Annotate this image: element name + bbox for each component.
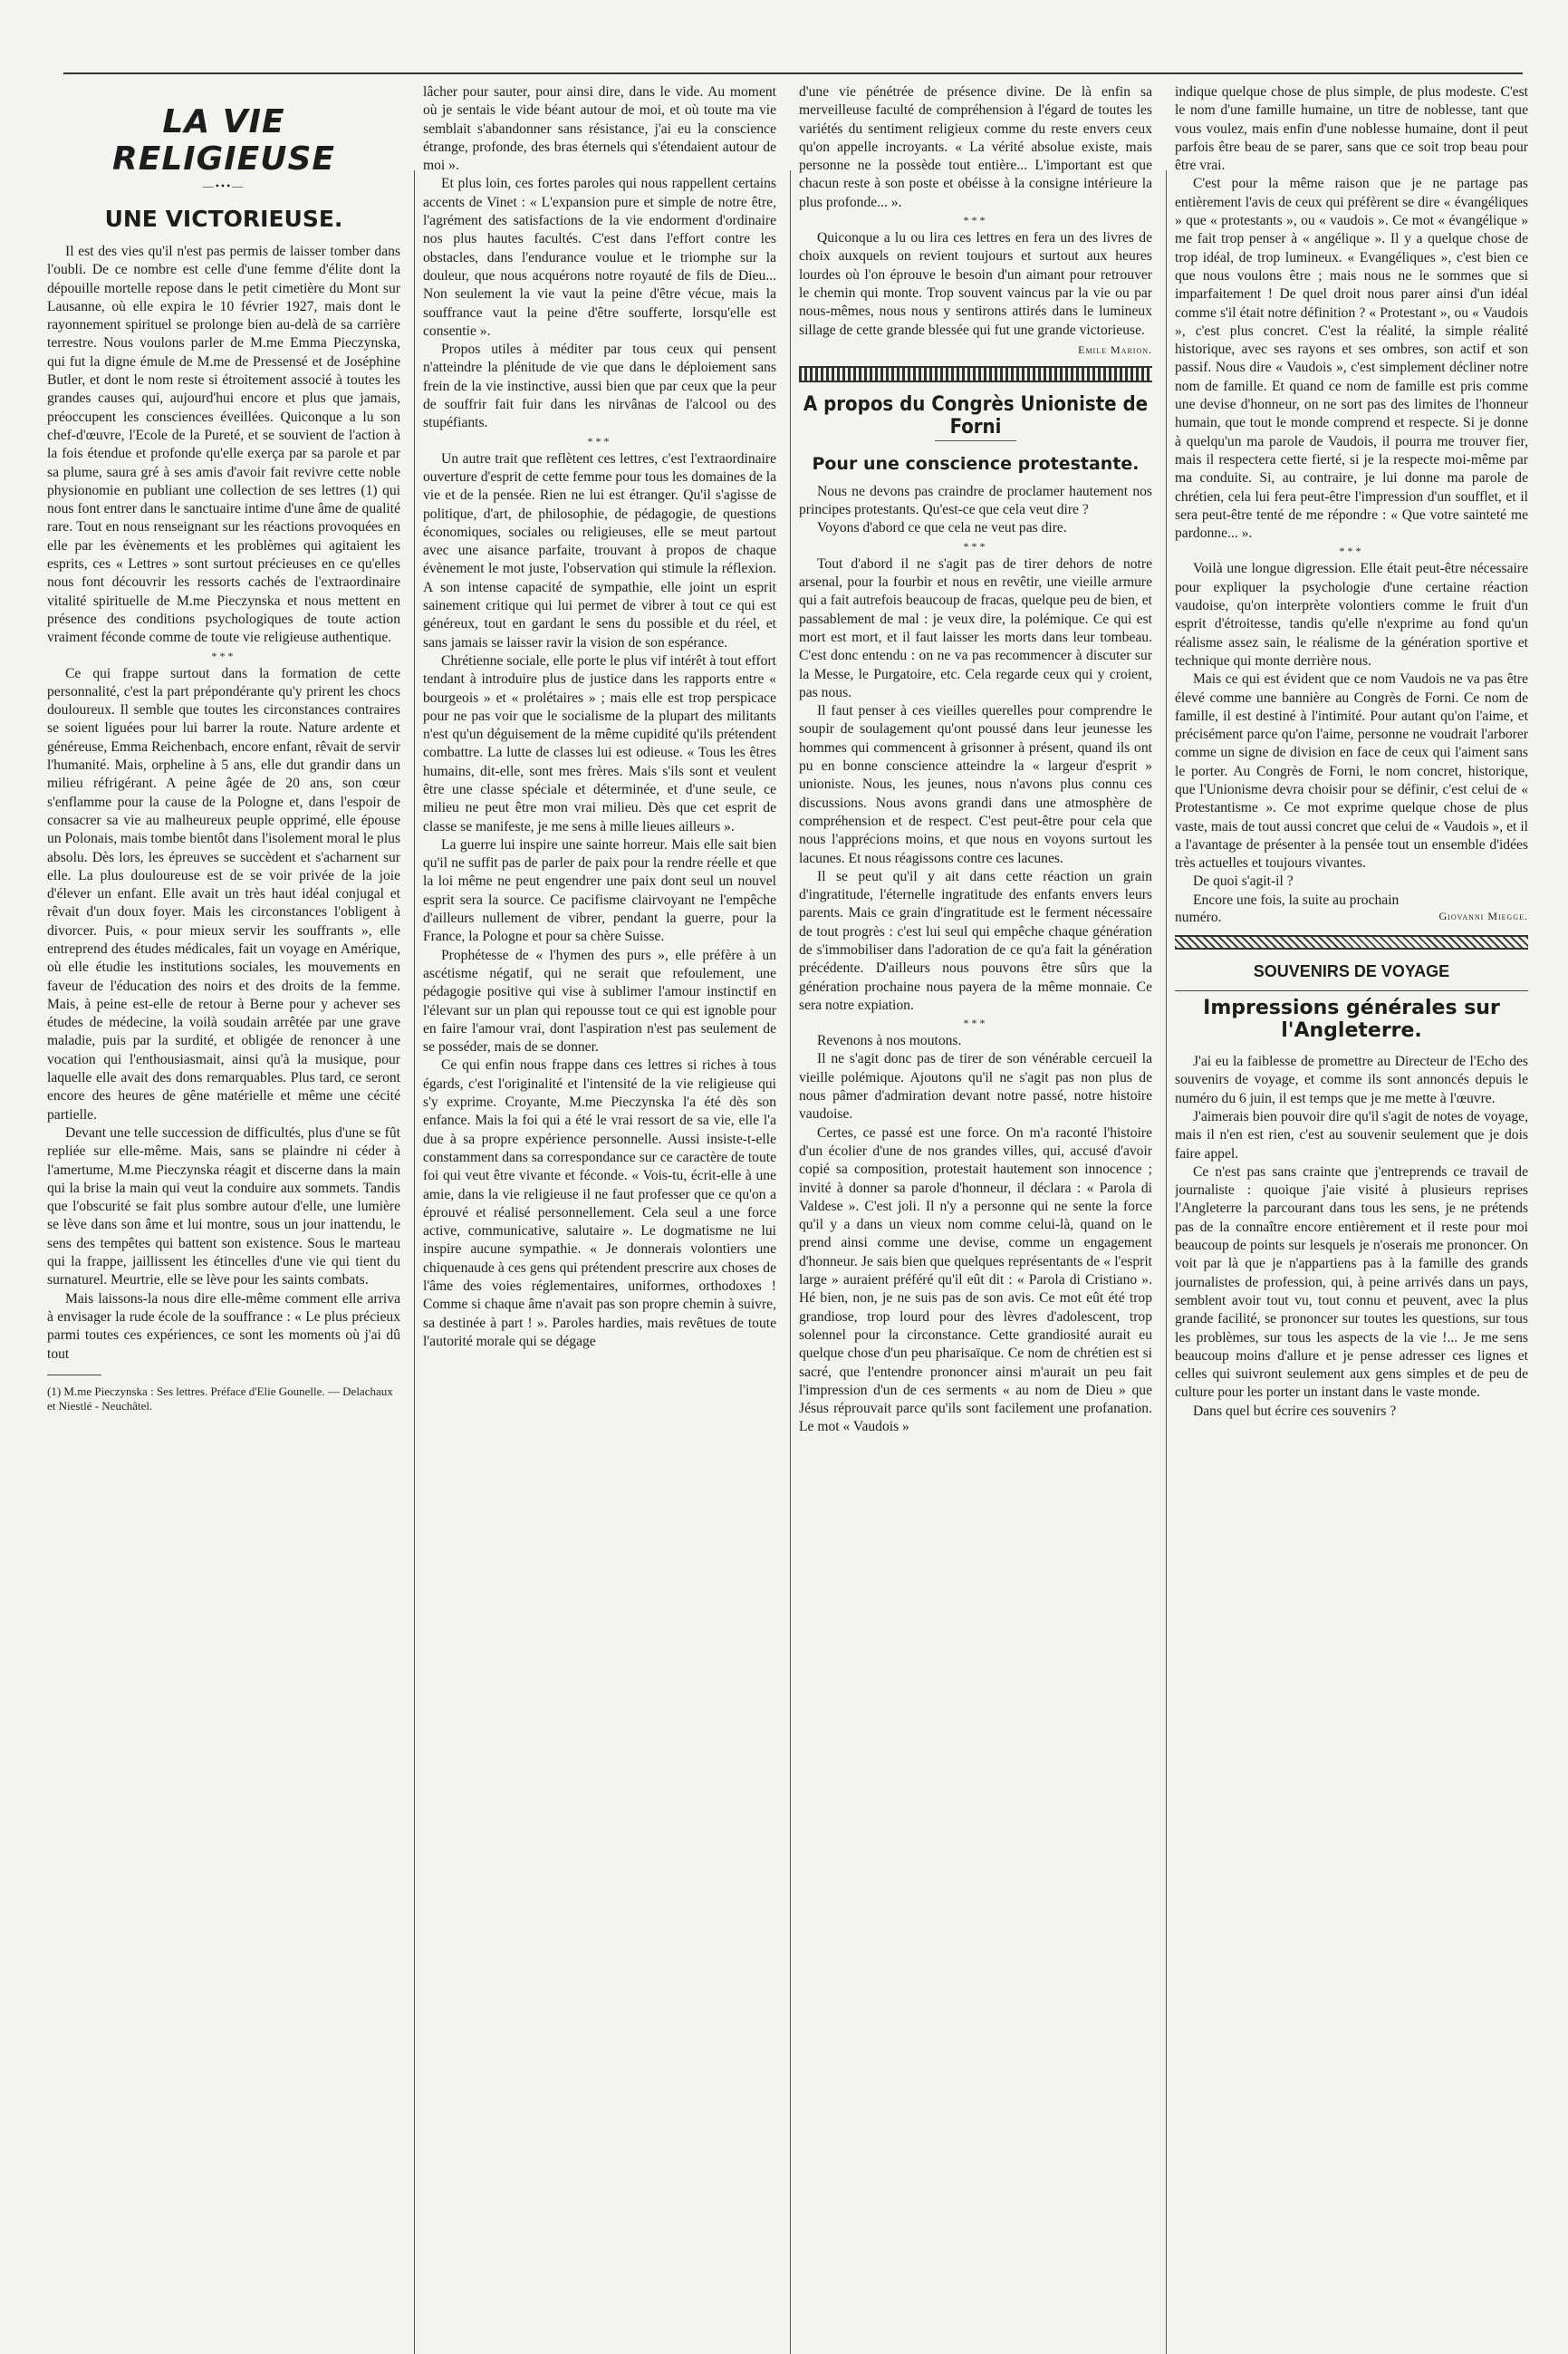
paragraph: Propos utiles à méditer par tous ceux qui pensent n'atteindre la plénitude de vie que dans le déploiement sans frein de la vie instinctive, aussi bien que par ceux que la peur de souffrir fait fuir dans les nirvânas de l'alcool ou des stupéfiants. bbox=[423, 342, 776, 431]
paragraph: Il faut penser à ces vieilles querelles pour comprendre le soupir de soulagement qu'ont poussé dans leur jeunesse les hommes qui commencent à grisonner à présent, quand ils ont pu en bonne conscience atteindre la « largeur d'esprit » unioniste. Nous, les jeunes, nous n'avons plus connu ces discussions. Nous avons grandi dans une atmosphère de compréhension et de respect. C'est peut-être pour cela que nous l'apprécions moins, et que nous en voyons surtout les lacunes. Et nous réagissons contre ces lacunes. bbox=[799, 703, 1152, 866]
decorative-band bbox=[799, 366, 1152, 382]
stars-separator: *** bbox=[963, 214, 988, 227]
signature-line bbox=[1175, 910, 1528, 926]
paragraph: J'ai eu la faiblesse de promettre au Directeur de l'Echo des souvenirs de voyage, et comme ils sont annoncés depuis le numéro du 6 juin, il est temps que je me mette à l'œuvre. bbox=[1175, 1054, 1528, 1106]
paragraph: Mais laissons-la nous dire elle-même comment elle arriva à envisager la rude école de la souffrance : « Le plus précieux parmi toutes ces expériences, ce sont les moments où j'ai dû tout bbox=[47, 1290, 400, 1362]
stars-separator: *** bbox=[963, 1017, 988, 1030]
section-title: A propos du Congrès Unioniste de Forni bbox=[803, 392, 1149, 439]
paragraph: Voilà une longue digression. Elle était peut-être nécessaire pour expliquer la psychologie d'une certaine réaction vaudoise, qu'on interprète volontiers comme le fruit d'un esprit d'étroitesse, tandis qu'elle n'exprime au fond qu'un réalisme assez sain, le réalisme de la génération sportive et technique qui monte derrière nous. bbox=[1175, 561, 1528, 669]
section-masthead: LA VIE RELIGIEUSE bbox=[112, 103, 335, 178]
section-title: Impressions générales sur l'Angleterre. bbox=[1203, 997, 1500, 1043]
paragraph: Tout d'abord il ne s'agit pas de tirer dehors de notre arsenal, pour la fourbir et nous en revêtir, une vieille armure qui a fait autrefois beaucoup de fracas, quelque peu de bien, et passablement de mal : je veux dire, la polémique. Ce qui est mort est mort, et il faut laisser les morts dans leur tombeau. C'est donc entendu : on ne va pas recommencer à discuter sur la Messe, le Purgatoire, etc. Cela regarde ceux qui y croient, pas nous. bbox=[799, 555, 1152, 700]
author-signature: Giovanni Miegge. bbox=[1438, 910, 1528, 923]
paragraph: Mais ce qui est évident que ce nom Vaudois ne va pas être élevé comme une bannière au Congrès de Forni. Ce nom de famille, il est destiné à l'intimité. Pour autant qu'on l'aime, et précisément parce qu'on l'aime, personne ne voudrait l'arborer comme un signe de division en face de ceux qui l'aiment sans le porter. Au Congrès de Forni, le nom concret, historique, que l'Unionisme devra choisir pour se définir, c'est celui de « Protestantisme ». Ce mot exprime quelque chose de plus vaste, mais de tout aussi concret que celui de « Vaudois », et il a l'avantage de présenter à la pensée tout un ensemble d'idées très actuelles et toujours vivantes. bbox=[1175, 671, 1528, 872]
paragraph: Chrétienne sociale, elle porte le plus vif intérêt à tout effort tendant à introduire plus de justice dans les rapports entre « bourgeois » et « prolétaires » ; mais elle est trop perspicace pour ne pas voir que le socialisme de la plupart des militants n'est qu'un déguisement de la même cupidité qu'ils prétendent combattre. La lutte de classes lui est odieuse. « Tous les êtres humains, dit-elle, sont mes frères. Mais s'ils sont et veulent être une classe spéciale et déterminée, et d'une seule, ce milieu ne peut être mon vrai milieu. Dès que cet esprit de classe se manifeste, je me sens à mille lieues ailleurs ». bbox=[423, 652, 776, 835]
paragraph: J'aimerais bien pouvoir dire qu'il s'agit de notes de voyage, mais il n'en est rien, c'est au souvenir seulement que je dois faire appel. bbox=[1175, 1108, 1528, 1162]
footnote: (1) M.me Pieczynska : Ses lettres. Préface d'Elie Gounelle. — Delachaux et Niestlé - Neuchâtel. bbox=[47, 1384, 393, 1413]
column-1 bbox=[47, 83, 400, 2276]
newspaper-page bbox=[47, 83, 1533, 2276]
decorative-band bbox=[1175, 935, 1528, 950]
paragraph: C'est pour la même raison que je ne partage pas entièrement l'avis de ceux qui préfèrent se dire « évangéliques » que « protestants », ou « vaudois ». Ce mot « évangélique » me fait trop penser à « angélique ». Il y a quelque chose de trop idéal, de trop lumineux. « Evangéliques », c'est bien ce que nous voulons être ; mais nous ne le sommes que si imparfaitement ! De quel droit nous parer ainsi d'un idéal comme s'il était notre définition ? « Protestant », ou « Vaudois », c'est plus concret. C'est la réalité, la simple réalité historique, avec ses rayons et ses ombres, son actif et son passif. Nous dire « Vaudois », c'est simplement décliner notre nom de famille. Et quand ce nom de famille est pris comme une devise d'honneur, on ne sort pas des limites de l'honneur humain, que tout le monde comprend et respecte. Si je donne à quelqu'un ma parole de Vaudois, il pourra me trouver fier, mais il respectera cette fierté, si je la respecte moi-même par ma conduite. Si, au contraire, je lui donne ma parole de chrétien, cela lui fera peut-être l'impression d'un soufflet, et il sera peut-être tenté de me répondre : « Que votre sainteté me pardonne... ». bbox=[1175, 176, 1528, 542]
column-2 bbox=[423, 83, 776, 2276]
paragraph: Il se peut qu'il y ait dans cette réaction un grain d'ingratitude, l'éternelle ingratitude des enfants envers leurs parents. Mais ce grain d'ingratitude est le ferment nécessaire de tout progrès : c'est lui seul qui empêche chaque génération de s'immobiliser dans l'adoration de ce qu'a fait la génération précédente. D'ailleurs nous pouvons être sûrs que la génération prochaine nous payera de la même monnaie. Ce sera notre expiation. bbox=[799, 868, 1152, 1013]
paragraph: indique quelque chose de plus simple, de plus modeste. C'est le nom d'une famille humaine, un titre de noblesse, tant que vous voulez, mais enfin d'une noblesse humaine, dont il peut parfois être beau de se parer, sans que ce soit trop beau pour être vrai. bbox=[1175, 84, 1528, 174]
paragraph: Quiconque a lu ou lira ces lettres en fera un des livres de choix auxquels on revient toujours et surtout aux heures lourdes où l'on éprouve le besoin d'un aimant pour retrouver le chemin qui monte. Trop souvent vaincus par la vie ou par nous-mêmes, nous nous y sentirons attirés dans le lumineux sillage de cette grande blessée qui fut une grande victorieuse. bbox=[799, 230, 1152, 338]
column-separator bbox=[1166, 170, 1167, 2354]
paragraph: Nous ne devons pas craindre de proclamer hautement nos principes protestants. Qu'est-ce que cela veut dire ? bbox=[799, 483, 1152, 518]
paragraph: Revenons à nos moutons. bbox=[817, 1033, 962, 1049]
section-subtitle: Pour une conscience protestante. bbox=[812, 453, 1140, 474]
stars-separator: *** bbox=[587, 434, 612, 448]
paragraph: Certes, ce passé est une force. On m'a raconté l'histoire d'un écolier d'une de nos grandes villes, qui, accusé d'avoir copié sa composition, protestait hautement son innocence ; invité à donner sa parole d'honneur, il déclara : « Parola di Valdese ». C'est joli. Il n'y a personne qui ne sente la force qu'il y a dans un vieux nom comme celui-là, quand on le prend ainsi comme une devise, comme un engagement d'honneur. Je sais bien que quelques représentants de « l'esprit large » auraient préféré qu'il eût dit : « Parola di Cristiano ». Hé bien, non, je ne suis pas de son avis. Ce mot eût été trop grandiose, trop lourd pour des lèvres d'adolescent, trop solennel pour la circonstance. Cette grandiosité aurait eu quelque chose d'un peu pharisaïque. Ce nom de chrétien est si sacré, que l'entendre prononcer ainsi m'aurait un peu fait l'impression d'un de ces serments « au nom de Dieu » que Jésus réprouvait parce qu'ils sont facilement une profanation. Le mot « Vaudois » bbox=[799, 1124, 1152, 1435]
top-rule bbox=[63, 72, 1523, 74]
paragraph: lâcher pour sauter, pour ainsi dire, dans le vide. Au moment où je sentais le vide béant autour de moi, et où toute ma vie semblait s'abandonner sans résistance, j'ai eu la conscience étrange, profonde, des bras éternels qui s'étendaient autour de moi ». bbox=[423, 84, 776, 174]
ornament: —•••— bbox=[202, 179, 245, 192]
paragraph: Prophétesse de « l'hymen des purs », elle préfère à un ascétisme négatif, qui ne serait que refoulement, une pédagogie positive qui vise à sublimer l'amour instinctif en l'élevant sur un plan qui repousse tout ce qui est ignoble pour en faire l'amour vrai, dont l'aspiration n'est pas seulement de se posséder, mais de se donner. bbox=[423, 947, 776, 1056]
paragraph: Ce qui enfin nous frappe dans ces lettres si riches à tous égards, c'est l'originalité et l'intensité de la vie religieuse qui s'y exprime. Croyante, M.me Pieczynska l'a été dès son enfance. Mais la foi qui a été le vrai ressort de sa vie, elle l'a due à sa propre expérience personnelle. Aussi insiste-t-elle constamment dans sa correspondance sur ce caractère de toute foi qui veut être vivante et féconde. « Vois-tu, écrit-elle à une amie, dans la vie religieuse il ne faut professer que ce qu'on a éprouvé et réalisé personnellement. Cela seul a une force active, communicative, salutaire ». Le dogmatisme ne lui inspire aucune sympathie. « Je donnerais volontiers une chiquenaude à ces gens qui prétendent prescrire aux choses de l'âme des voies réglementaires, uniformes, orthodoxes ! Comme si chaque âme n'avait pas son propre chemin à suivre, sa destinée à part ! ». Paroles hardies, mais revêtues de toute l'autorité morale qui se dégage bbox=[423, 1057, 776, 1349]
continuation-word: numéro. bbox=[1175, 910, 1222, 926]
column-3 bbox=[799, 83, 1152, 2276]
column-separator bbox=[414, 170, 415, 2354]
section-kicker: SOUVENIRS DE VOYAGE bbox=[1253, 962, 1450, 981]
paragraph: Devant une telle succession de difficultés, plus d'une se fût repliée sur elle-même. Mais, sans se plaindre ni céder à l'amertume, M.me Pieczynska réagit et discerne dans la main qui la brise la main qui veut la conduire aux sommets. Tandis que l'obscurité se fait plus sombre autour d'elle, une lumière se lève dans son âme et lui montre, sous un jour inattendu, le sens des tempêtes qui battent son existence. Sous le marteau qui la frappe, jaillissent les étincelles d'une vie qui tient du surnaturel. Meurtrie, elle se lève pour les saints combats. bbox=[47, 1124, 400, 1288]
paragraph: Un autre trait que reflètent ces lettres, c'est l'extraordinaire ouverture d'esprit de cette femme pour tous les domaines de la vie et de la pensée. Rien ne lui est étranger. Qu'il s'agisse de politique, d'art, de philosophie, de pédagogie, de questions économiques, sociales ou religieuses, elle se meut partout avec une aisance parfaite, trouvant à propos de chaque évènement le mot juste, l'observation qui stimule la réflexion. A son intense capacité de sympathie, elle joint un esprit sainement critique qui lui permet de vibrer à tout ce qui est généreux, tout en gardant le sens du possible et du réel, et sans jamais se laisser ravir la vision de son espérance. bbox=[423, 450, 776, 651]
paragraph: Encore une fois, la suite au prochain bbox=[1193, 892, 1400, 908]
paragraph: Ce qui frappe surtout dans la formation de cette personnalité, c'est la part prépondérante qu'y prirent les chocs douloureux. Il semble que toutes les circonstances contraires se soient liguées pour lui barrer la route. Nature ardente et généreuse, Emma Reichenbach, encore enfant, rêvait de servir l'humanité. Mais, orpheline à 5 ans, elle dut grandir dans un milieu réfrigérant. A peine âgée de 20 ans, son cœur s'enflamme pour la cause de la Pologne et, dans l'espoir de consacrer sa vie au malheureux peuple opprimé, elle épouse un Polonais, mais tombe bientôt dans l'isolement moral le plus absolu. Dès lors, les épreuves se succèdent et s'acharnent sur elle. La plus douloureuse est de se voir privée de la joie d'élever un enfant. Elle avait un très haut idéal conjugal et rêvait d'un doux foyer. Mais les circonstances l'obligent à divorcer. Puis, « pour mieux servir les souffrants », elle entreprend des études médicales, fait un voyage en Amérique, où elle étudie les institutions sociales, les mouvements en faveur de l'éducation des noirs et des droits de la femme. Mais, à peine est-elle de retour à Berne pour y achever ses études de médecine, la voilà soudain arrêtée par une grave maladie, puis par la surdité, et obligée de renoncer à une vocation qui l'enthousiasmait, ainsi qu'à la musique, pour laquelle elle avait des dons remarquables. Plus tard, ce seront encore des heures de gêne matérielle et même une cécité partielle. bbox=[47, 665, 400, 1123]
paragraph: Voyons d'abord ce que cela ne veut pas dire. bbox=[817, 520, 1067, 536]
paragraph: d'une vie pénétrée de présence divine. De là enfin sa merveilleuse faculté de compréhension à l'égard de toutes les variétés du sentiment religieux comme du reste envers ceux qu'on appelle incroyants. « La vérité absolue existe, mais personne ne la possède tout entière... L'important est que chacun reste à son poste et obéisse à la consigne intérieure la plus profonde... ». bbox=[799, 84, 1152, 210]
paragraph: Et plus loin, ces fortes paroles qui nous rappellent certains accents de Vinet : « L'expansion pure et simple de notre être, l'agrément des satisfactions de la vie endorment d'ordinaire nos plus hautes facultés. C'est dans l'effort contre les obstacles, dans l'endurance voulue et le triomphe sur la douleur, que nous acquérons notre royauté de fils de Dieu... Non seulement la vie vaut la peine d'être vécue, mais la souffrance vaut la peine d'être soufferte, lorsqu'elle est consentie ». bbox=[423, 176, 776, 339]
paragraph: Il est des vies qu'il n'est pas permis de laisser tomber dans l'oubli. De ce nombre est celle d'une femme d'élite dont la dépouille mortelle repose dans le petit cimetière du Mont sur Lausanne, où elle expira le 10 février 1927, mais dont le rayonnement spirituel se prolonge bien au-delà de sa carrière terrestre. Nous voulons parler de M.me Emma Pieczynska, qui fut la digne émule de M.me de Pressensé et de Joséphine Butler, et dont le nom reste si étroitement associé à toutes les grandes causes qui, aujourd'hui encore et plus que jamais, préoccupent les consciences éveillées. Quiconque a lu son chef-d'œuvre, l'Ecole de la Pureté, et se souvient de l'action à la fois étendue et profonde qu'elle exerça par sa parole et par sa plume, saura gré à ses amis d'avoir fait revivre cette noble physionomie en publiant une collection de ses lettres (1) qui nous font entrer dans le sanctuaire intime d'une âme de qualité rare. Tout en nous renseignant sur les réactions provoquées en elle par les évènements et les problèmes qui agitaient les esprits, ces « Lettres » sont surtout précieuses en ce qu'elles nous font découvrir les ressorts cachés de l'extraordinaire vitalité spirituelle de M.me Pieczynska et nous mettent en présence des conditions psychologiques de toute action vraiment féconde comme de toute vie religieuse authentique. bbox=[47, 244, 400, 646]
column-separator bbox=[790, 170, 791, 2354]
paragraph: Il ne s'agit donc pas de tirer de son vénérable cercueil la vieille polémique. Ajoutons qu'il ne s'agit pas non plus de nous pâmer d'admiration devant notre passé, notre histoire vaudoise. bbox=[799, 1051, 1152, 1123]
stars-separator: *** bbox=[1339, 545, 1364, 558]
short-rule bbox=[935, 440, 1016, 441]
stars-separator: *** bbox=[211, 649, 236, 662]
paragraph: La guerre lui inspire une sainte horreur. Mais elle sait bien qu'il ne suffit pas de parler de paix pour la rendre réelle et que la loi même ne peut engendrer une paix dont seul un nouvel esprit sera la source. Ce pacifisme clairvoyant ne l'empêche d'ailleurs nullement de vibrer, pendant la guerre, pour la France, la Pologne et pour sa chère Suisse. bbox=[423, 836, 776, 945]
divider bbox=[1175, 990, 1528, 991]
stars-separator: *** bbox=[963, 539, 988, 553]
paragraph: Ce n'est pas sans crainte que j'entreprends ce travail de journaliste : quoique j'aie visité à plusieurs reprises l'Angleterre la parcourant dans tous les sens, je ne prétends pas de la connaître encore entièrement et il reste pour moi beaucoup de points sur lesquels je n'oserais me prononcer. On voit par là que je n'appartiens pas à la famille des grands journalistes de profession, qui, à peine arrivés dans un pays, semblent avoir tout vu, tout connu et peuvent, avec la plus grande facilité, se prononcer sur toutes les questions, sur tous les problèmes, sur tous les aspects de la vie !... Je me sens beaucoup moins d'allure et je pense adresser ces lignes et celles qui suivront seulement aux gens simples et de peu de culture pour les porter un instant dans le vaste monde. bbox=[1175, 1163, 1528, 1401]
article-title: UNE VICTORIEUSE. bbox=[104, 206, 343, 232]
column-4 bbox=[1175, 83, 1528, 2276]
paragraph: Dans quel but écrire ces souvenirs ? bbox=[1193, 1403, 1397, 1419]
author-signature: Emile Marion. bbox=[1078, 342, 1152, 356]
paragraph: De quoi s'agit-il ? bbox=[1193, 873, 1294, 890]
